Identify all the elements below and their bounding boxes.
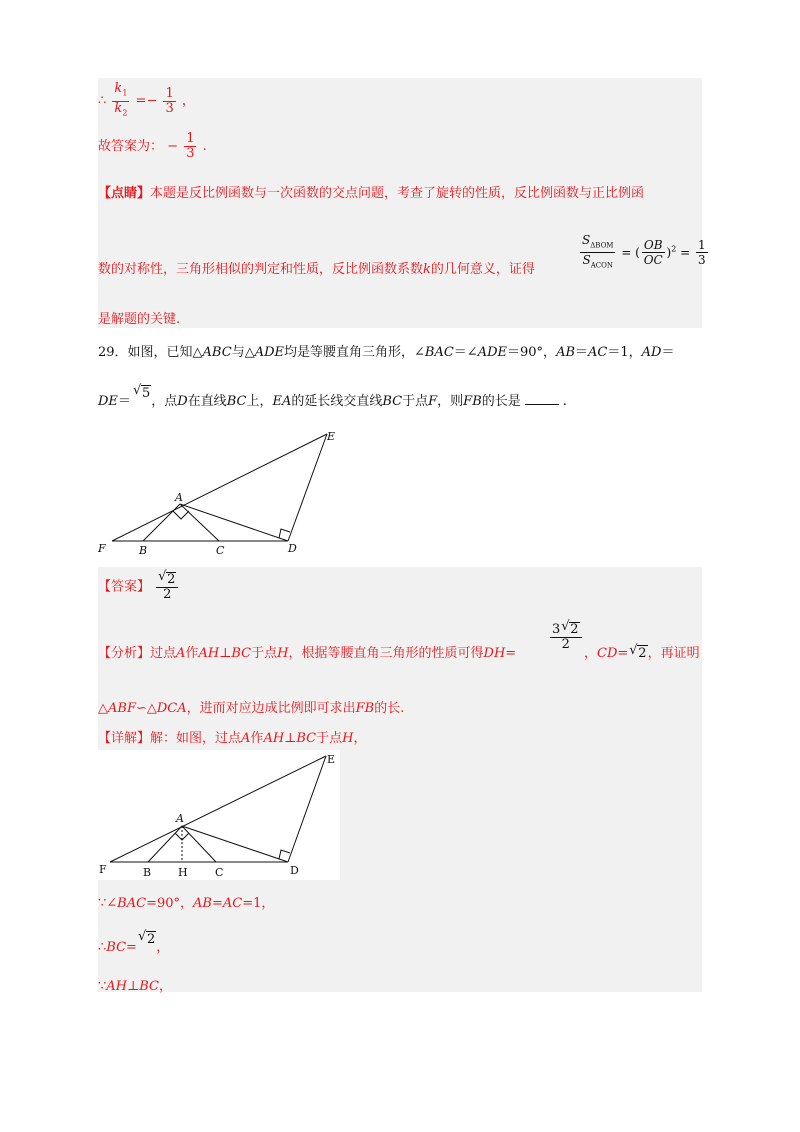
one-third-fraction: $\frac{1}{3}$ xyxy=(165,85,174,116)
analysis-line-1: 【分析】过点A作AH⊥BC于点H，根据等腰直角三角形的性质可得DH= xyxy=(98,646,517,661)
label-a: A xyxy=(175,491,183,504)
answer-tag: 【答案】 xyxy=(98,579,151,595)
step-1: ∵∠BAC=90°，AB=AC=1， xyxy=(98,896,275,911)
label-d: D xyxy=(290,864,299,877)
therefore-symbol: ∴ xyxy=(98,93,107,109)
step-2: ∴BC=√ 2， xyxy=(98,936,169,955)
area-ratio-formula: $\frac{S_{\Delta BOM}}{S_{ACON}}$ = ( $\frac{OB}{OC}$ )$^2$ = $\frac{1}{3}$ xyxy=(582,233,706,270)
question-line-2: DE＝√ 5，点D在直线BC上，EA的延长线交直线BC于点F，则FB的长是 . xyxy=(98,390,567,409)
analysis-line-2: △ABF∽△DCA，进而对应边成比例即可求出FB的长. xyxy=(98,701,405,716)
comment-tag: 【点睛】 xyxy=(98,186,151,201)
geometry-figure-2 xyxy=(98,750,340,880)
label-c: C xyxy=(215,866,224,879)
detail-tag: 【详解】 xyxy=(98,731,151,746)
answer-line xyxy=(98,572,180,602)
answer-blank xyxy=(525,404,559,405)
label-c: C xyxy=(216,544,225,557)
label-b: B xyxy=(139,544,148,557)
geometry-figure-1 xyxy=(95,428,355,560)
answer-line-top: 故答案为： − $\frac{1}{3}$ . xyxy=(98,131,207,161)
analysis-tag: 【分析】 xyxy=(98,646,151,661)
label-e: E xyxy=(327,753,336,766)
question-line-1: 29．如图，已知△ABC与△ADE均是等腰直角三角形，∠BAC＝∠ADE＝90°，AB＝AC＝1，AD＝ xyxy=(98,345,675,360)
comment-line-1: 【点睛】本题是反比例函数与一次函数的交点问题，考查了旋转的性质，反比例函数与正比例函 xyxy=(98,186,645,201)
label-b: B xyxy=(143,866,152,879)
label-f: F xyxy=(98,542,106,555)
step-3: ∵AH⊥BC， xyxy=(98,979,173,994)
detail-line: 【详解】解：如图，过点A作AH⊥BC于点H， xyxy=(98,731,367,746)
k-ratio-fraction: $\frac{k_1}{k_2}$ xyxy=(114,81,128,118)
label-f: F xyxy=(99,863,107,876)
dh-fraction: $\frac{3√ 2}{2}$ xyxy=(548,622,584,652)
comment-line-2: 数的对称性，三角形相似的判定和性质，反比例函数系数k的几何意义，证得 xyxy=(98,262,535,277)
label-d: D xyxy=(288,542,297,555)
label-h: H xyxy=(178,866,188,879)
answer-fraction-top: $\frac{1}{3}$ xyxy=(186,131,195,161)
label-a: A xyxy=(176,812,184,825)
analysis-line-1b: ，CD=√ 2，再证明 xyxy=(584,642,700,661)
label-e: E xyxy=(327,430,336,443)
answer-fraction: √ $\frac{2}{2}$ xyxy=(156,572,178,602)
comment-line-3: 是解题的关键. xyxy=(98,312,181,327)
ratio-line: ∴ $\frac{k_1}{k_2}$ =− $\frac{1}{3}$ ， xyxy=(98,82,195,120)
